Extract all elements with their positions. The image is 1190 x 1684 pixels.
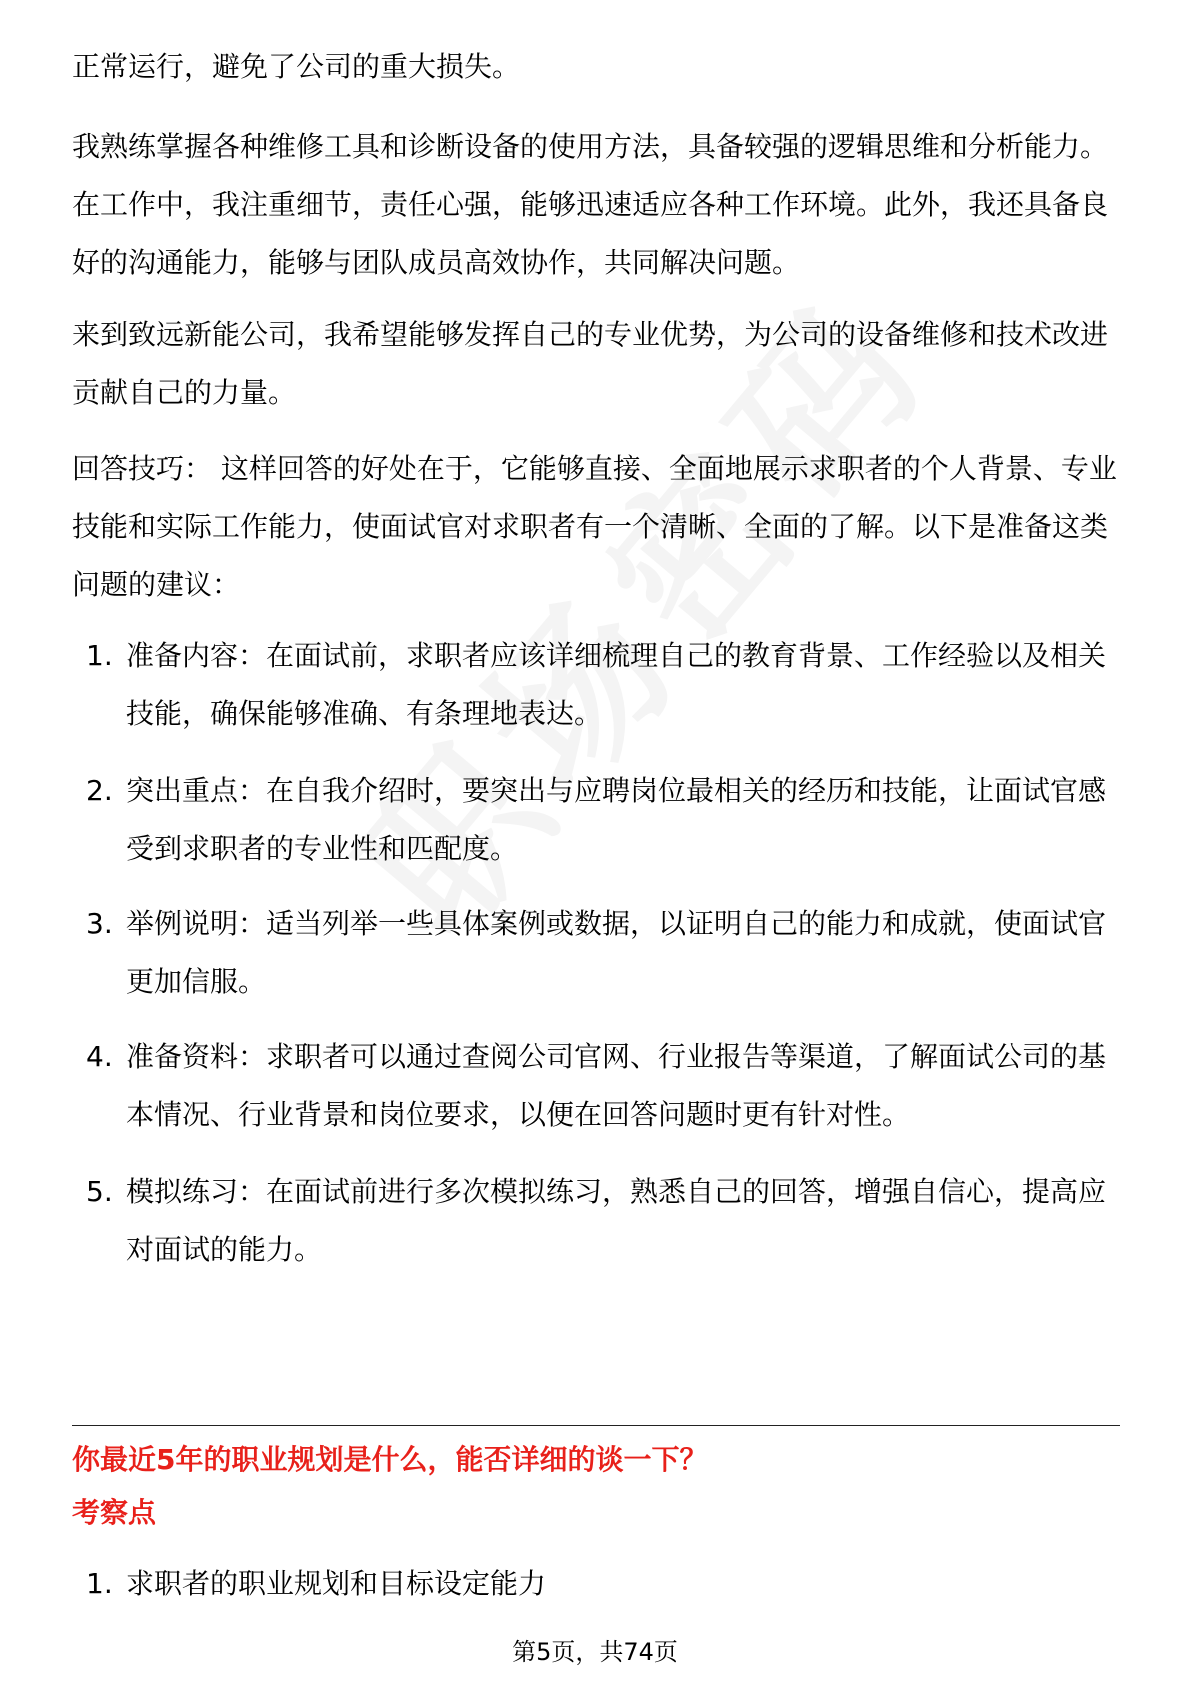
list-item: [72, 627, 1120, 743]
list-text: 突出重点：在自我介绍时，要突出与应聘岗位最相关的经历和技能，让面试官感受到求职者的专业性和匹配度。: [126, 774, 1107, 865]
paragraph-continuation: 正常运行，避免了公司的重大损失。: [72, 50, 521, 83]
paragraph-motivation: 来到致远新能公司，我希望能够发挥自己的专业优势，为公司的设备维修和技术改进贡献自己的力量。: [72, 318, 1109, 409]
list-number: 1.: [86, 1567, 113, 1600]
list-number: 5.: [86, 1175, 113, 1208]
list-text: 求职者的职业规划和目标设定能力: [126, 1567, 547, 1600]
list-number: 2.: [86, 774, 113, 807]
list-number: 4.: [86, 1040, 113, 1073]
section-divider: [72, 1425, 1120, 1426]
list-item: [72, 1163, 1120, 1279]
question-title: 你最近5年的职业规划是什么，能否详细的谈一下？: [72, 1443, 708, 1476]
list-item: [72, 895, 1120, 1011]
list-text: 举例说明：适当列举一些具体案例或数据，以证明自己的能力和成就，使面试官更加信服。: [126, 907, 1107, 998]
list-item: [72, 1555, 1120, 1613]
list-item: [72, 1028, 1120, 1144]
paragraph-skills: 我熟练掌握各种维修工具和诊断设备的使用方法，具备较强的逻辑思维和分析能力。在工作中，我注重细节，责任心强，能够迅速适应各种工作环境。此外，我还具备良好的沟通能力，能够与团队成员高效协作，共同解决问题。: [72, 130, 1109, 279]
question-subheading: 考察点: [72, 1496, 157, 1529]
list-number: 1.: [86, 639, 113, 672]
list-text: 模拟练习：在面试前进行多次模拟练习，熟悉自己的回答，增强自信心，提高应对面试的能力。: [126, 1175, 1107, 1266]
paragraph-answer-tips: 回答技巧： 这样回答的好处在于，它能够直接、全面地展示求职者的个人背景、专业技能和实际工作能力，使面试官对求职者有一个清晰、全面的了解。以下是准备这类问题的建议：: [72, 452, 1117, 601]
list-number: 3.: [86, 907, 113, 940]
page-footer: 第5页，共74页: [512, 1638, 678, 1666]
list-text: 准备资料：求职者可以通过查阅公司官网、行业报告等渠道，了解面试公司的基本情况、行业背景和岗位要求，以便在回答问题时更有针对性。: [126, 1040, 1107, 1131]
list-item: [72, 762, 1120, 878]
list-text: 准备内容：在面试前，求职者应该详细梳理自己的教育背景、工作经验以及相关技能，确保能够准确、有条理地表达。: [126, 639, 1107, 730]
